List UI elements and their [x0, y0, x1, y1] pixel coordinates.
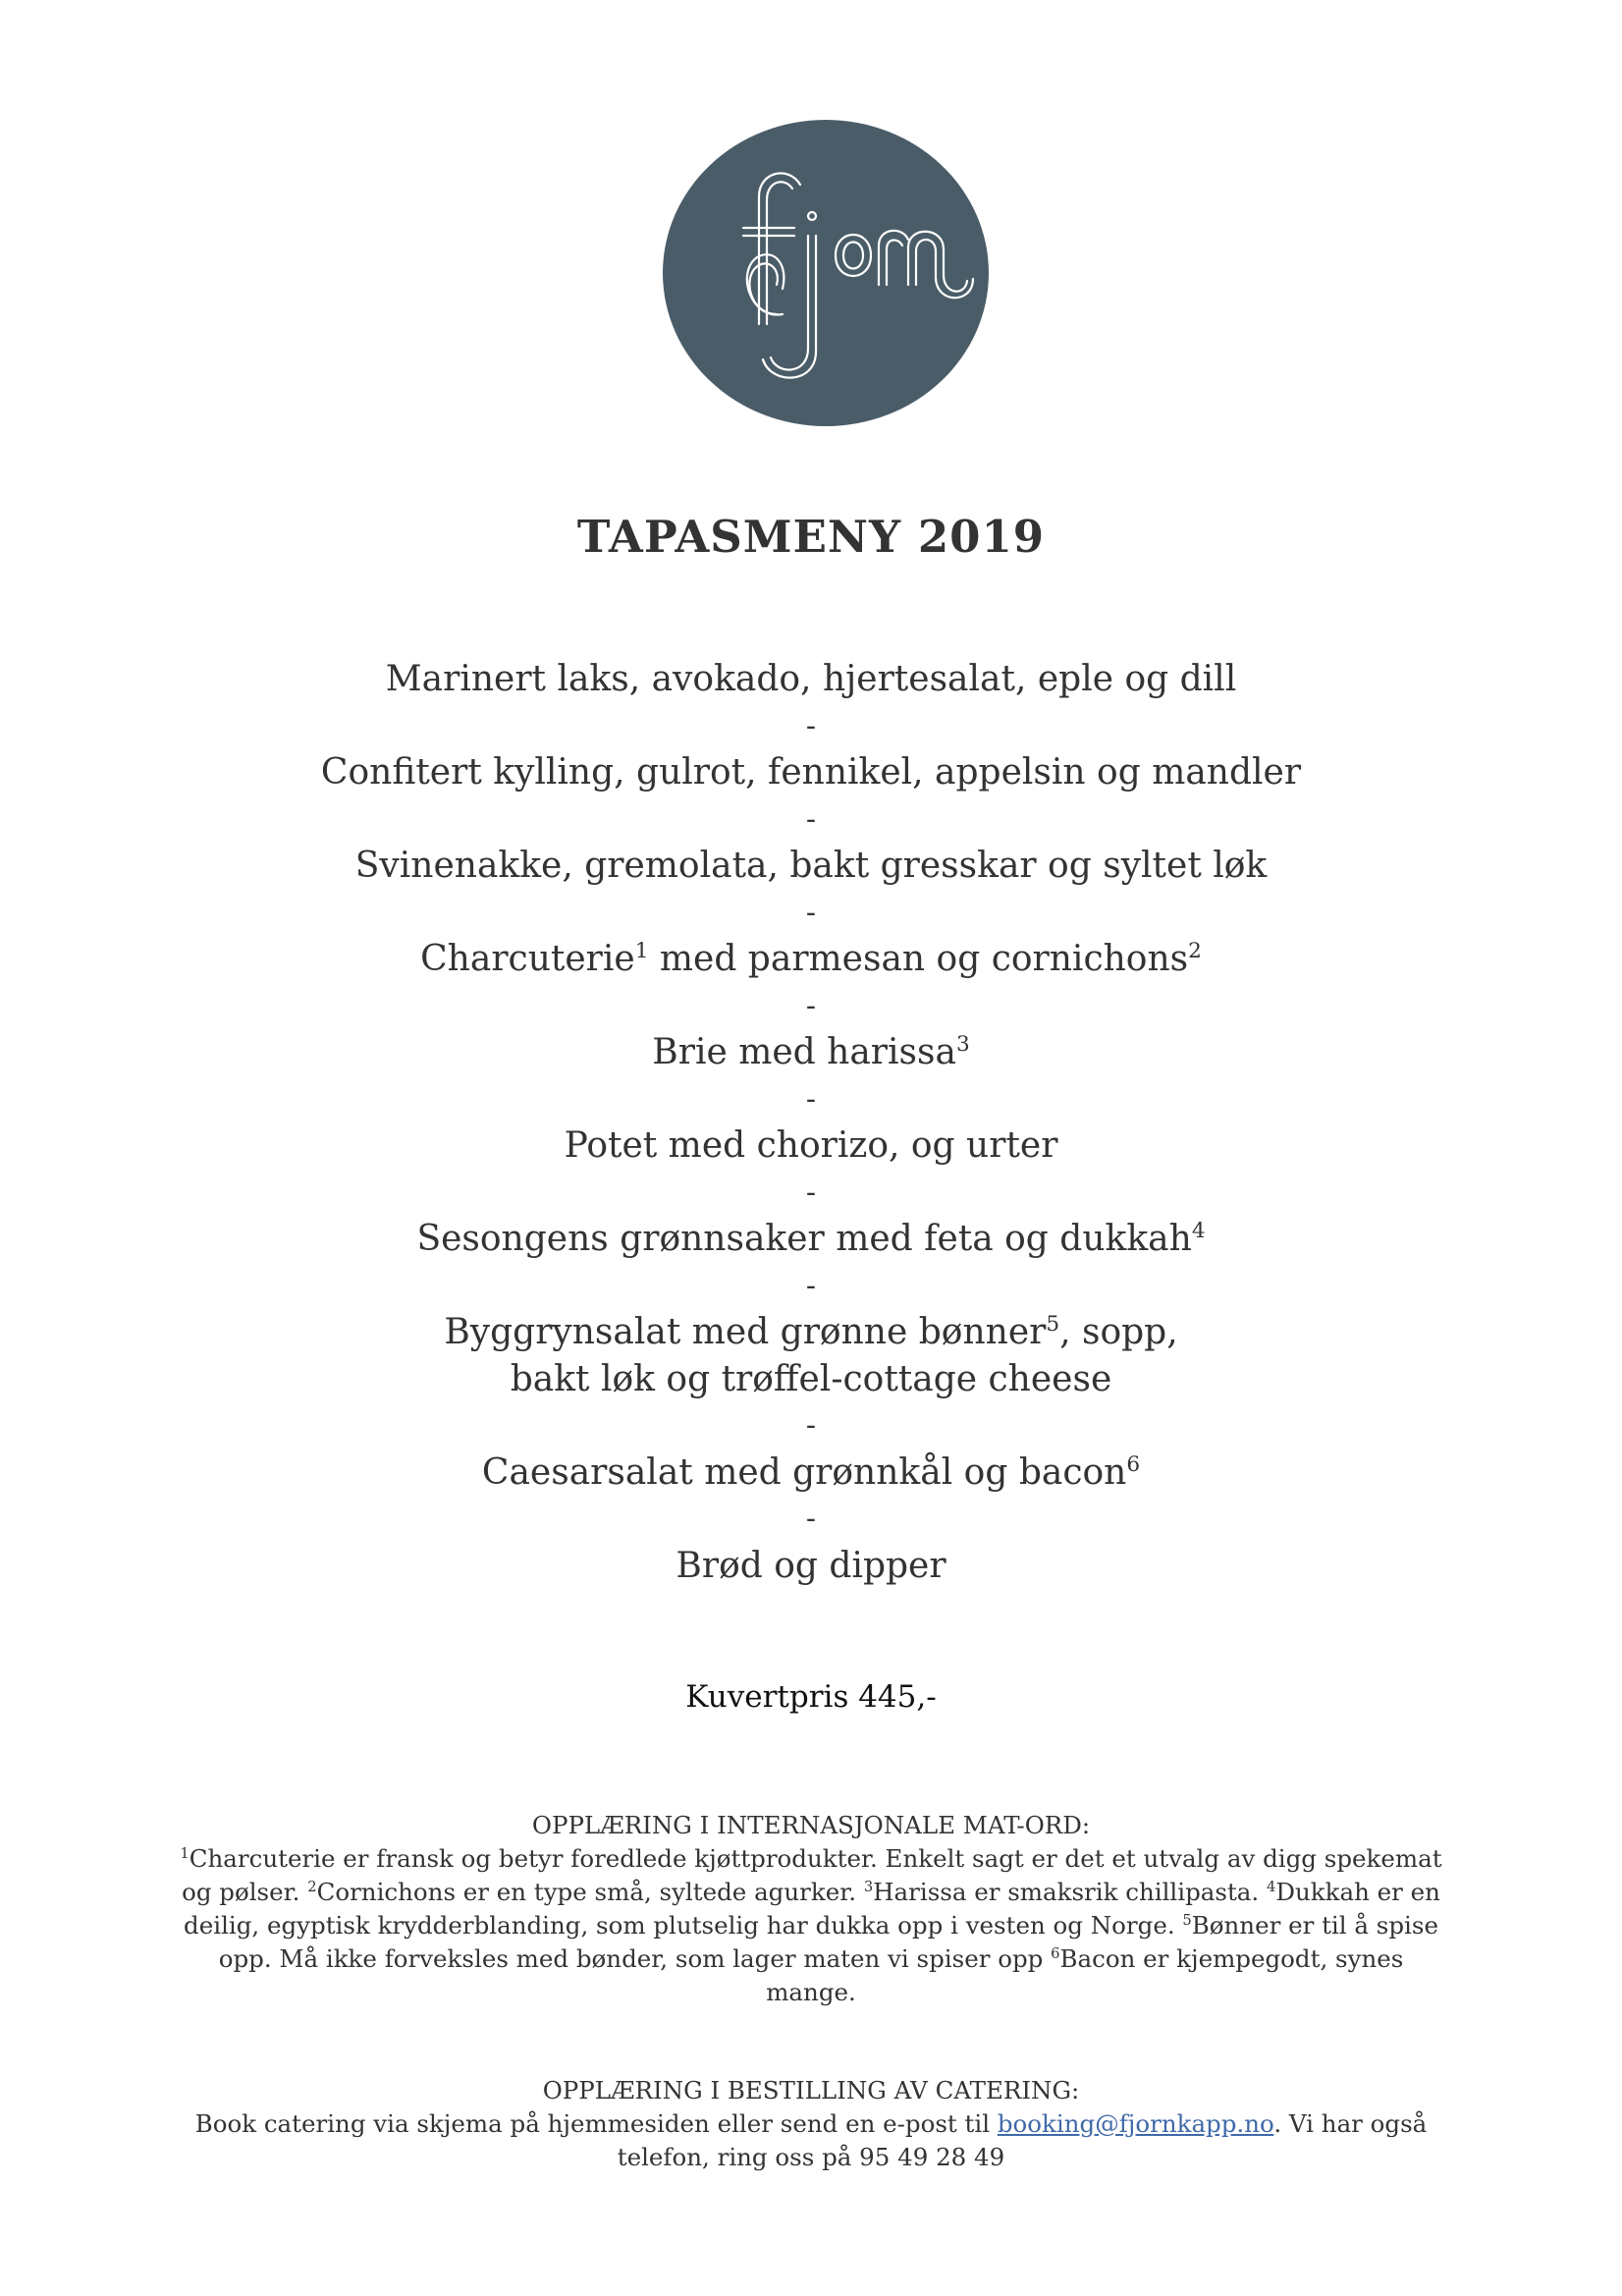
footnote-marker: 4 — [1266, 1878, 1276, 1895]
menu-separator: - — [805, 1502, 817, 1536]
menu-item-text: Byggrynsalat med grønne bønner — [444, 1312, 1047, 1352]
footnote-marker: 2 — [1188, 939, 1202, 963]
menu-list — [0, 656, 1622, 1589]
footnote-text: Dukkah er en deilig, egyptisk krydderblanding, som plutselig har dukka opp i vesten og Norge. — [184, 1878, 1440, 1940]
menu-item-text: med parmesan og cornichons — [648, 939, 1189, 979]
footnote-marker: 2 — [307, 1878, 317, 1895]
menu-separator: - — [805, 895, 817, 930]
menu-item: Confitert kylling, gulrot, fennikel, appelsin og mandler — [320, 752, 1302, 793]
catering-heading: OPPLÆRING I BESTILLING AV CATERING: — [542, 2076, 1080, 2105]
menu-item — [0, 936, 1622, 983]
footnote-marker: 6 — [1126, 1451, 1141, 1477]
menu-item-text: Brie med harissa — [652, 1032, 956, 1072]
footnote-marker: 3 — [863, 1878, 874, 1895]
menu-separator: - — [805, 801, 817, 837]
footnote-marker: 5 — [1182, 1911, 1192, 1929]
footnote-marker: 4 — [1191, 1219, 1206, 1243]
footnote-text: Cornichons er en type små, syltede agurker. — [316, 1878, 864, 1906]
menu-item: Potet med chorizo, og urter — [564, 1125, 1058, 1166]
menu-item — [0, 1216, 1622, 1263]
menu-item — [0, 1449, 1622, 1497]
booking-email-link[interactable]: booking@fjornkapp.no — [997, 2109, 1274, 2138]
food-terms-notes — [177, 1809, 1445, 2009]
menu-item: Marinert laks, avokado, hjertesalat, eple og dill — [385, 659, 1237, 699]
menu-item — [0, 1309, 1622, 1402]
menu-item: Svinenakke, gremolata, bakt gresskar og syltet løk — [354, 846, 1268, 886]
menu-separator: - — [805, 708, 817, 743]
fjorn-logo — [661, 118, 991, 428]
footnote-marker: 1 — [634, 939, 649, 963]
footnote-marker: 5 — [1046, 1312, 1060, 1337]
catering-text: Book catering via skjema på hjemmesiden eller send en e-post til — [194, 2109, 998, 2138]
menu-item-text: Charcuterie — [420, 939, 635, 979]
menu-item — [0, 1029, 1622, 1076]
menu-separator: - — [805, 1268, 817, 1303]
cover-price: Kuvertpris 445,- — [685, 1679, 937, 1715]
menu-separator: - — [805, 1175, 817, 1210]
menu-item-text: Caesarsalat med grønnkål og bacon — [481, 1451, 1127, 1493]
footnote-text: Charcuterie er fransk og betyr foredlede kjøttprodukter. Enkelt sagt er det et utvalg av digg spekemat og pølser. — [182, 1844, 1442, 1906]
footnote-text: Bacon er kjempegodt, synes mange. — [766, 1944, 1404, 2006]
menu-title: TAPASMENY 2019 — [576, 511, 1046, 563]
menu-item-text: Sesongens grønnsaker med feta og dukkah — [416, 1219, 1192, 1259]
menu-separator: - — [805, 1408, 817, 1443]
footnote-text: Harissa er smaksrik chillipasta. — [873, 1878, 1267, 1906]
menu-separator: - — [805, 988, 817, 1023]
menu-item-text: bakt løk og trøffel-cottage cheese — [510, 1358, 1112, 1399]
menu-separator: - — [805, 1081, 817, 1117]
footnote-marker: 1 — [180, 1844, 189, 1862]
menu-item: Brød og dipper — [676, 1545, 946, 1586]
catering-info — [157, 2074, 1465, 2174]
footnote-text: Bønner er til å spise opp. Må ikke forveksles med bønder, som lager maten vi spiser opp — [218, 1911, 1438, 1973]
catering-text: . Vi har også telefon, ring oss på 95 49 28 49 — [617, 2109, 1428, 2171]
menu-item-text: , sopp, — [1059, 1312, 1178, 1352]
footnote-marker: 3 — [955, 1032, 970, 1057]
footnote-marker: 6 — [1051, 1944, 1060, 1962]
notes-heading: OPPLÆRING I INTERNASJONALE MAT-ORD: — [531, 1811, 1091, 1839]
